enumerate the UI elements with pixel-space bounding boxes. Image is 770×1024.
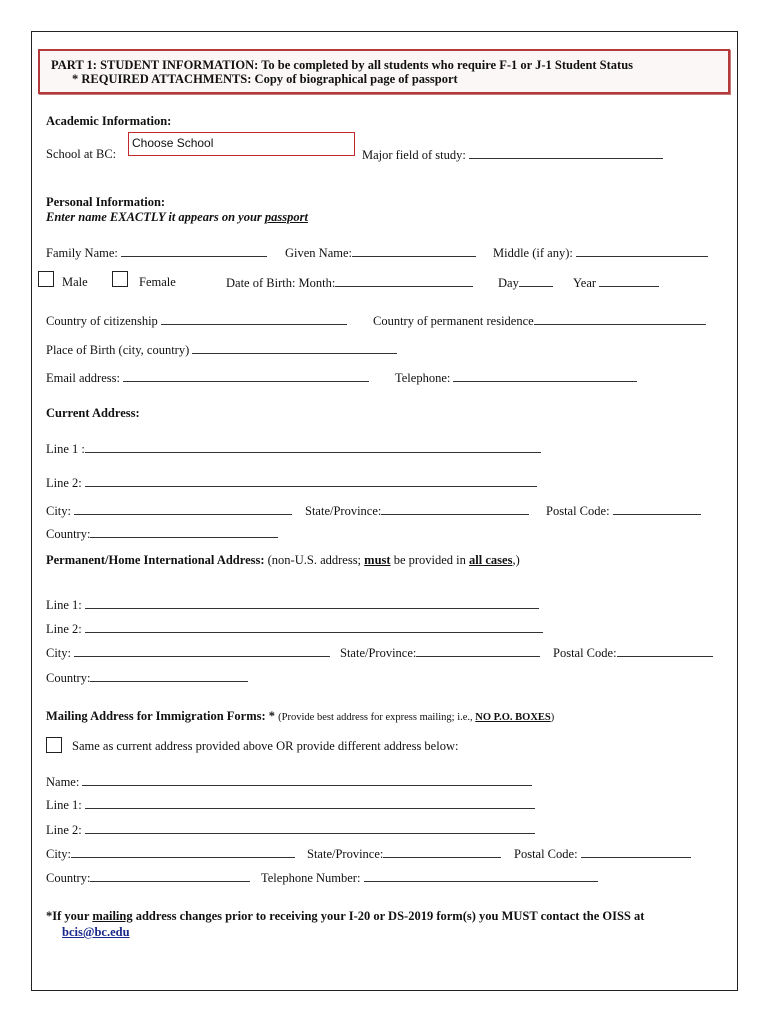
mailing-line2-input[interactable] <box>85 822 535 834</box>
current-line1-label: Line 1 : <box>46 442 85 456</box>
family-name-label: Family Name: <box>46 246 118 260</box>
footer-email-line <box>62 925 130 940</box>
footer-note: *If your mailing address changes prior to receiving your I-20 or DS-2019 form(s) you MUST contact the OISS at <box>46 909 645 923</box>
given-name-input[interactable] <box>352 245 476 257</box>
mailing-country-input[interactable] <box>90 870 250 882</box>
dob-label: Date of Birth: Month: <box>226 276 336 290</box>
current-city-field <box>46 503 292 519</box>
form-page <box>31 31 738 991</box>
current-city-label: City: <box>46 504 72 518</box>
mailing-postal-input[interactable] <box>581 846 691 858</box>
male-checkbox[interactable] <box>38 271 54 287</box>
permanent-country-field <box>46 670 248 686</box>
passport-instruction <box>46 210 308 225</box>
middle-name-field <box>493 245 708 261</box>
major-field <box>362 147 663 163</box>
permanent-postal-field <box>553 645 713 661</box>
permanent-country-label: Country: <box>46 671 91 685</box>
mailing-address-title: Mailing Address for Immigration Forms: * <box>46 709 276 723</box>
mailing-telephone-field <box>261 870 598 886</box>
dob-day-label: Day <box>498 276 519 290</box>
birthplace-label: Place of Birth (city, country) <box>46 343 190 357</box>
dob-year-label: Year <box>573 276 597 290</box>
permanent-line2-field <box>46 621 543 637</box>
mailing-note: (Provide best address for express mailing; i.e., NO P.O. BOXES) <box>278 712 555 723</box>
mailing-city-input[interactable] <box>71 846 295 858</box>
permanent-state-label: State/Province: <box>340 646 417 660</box>
mailing-city-field <box>46 846 295 862</box>
residence-field <box>373 313 706 329</box>
permanent-state-field <box>340 645 540 661</box>
citizenship-label: Country of citizenship <box>46 314 158 328</box>
email-input[interactable] <box>123 370 369 382</box>
current-postal-field <box>546 503 701 519</box>
permanent-note: (non-U.S. address; must be provided in all cases,) <box>267 553 520 567</box>
current-address-title: Current Address: <box>46 406 140 420</box>
current-line2-input[interactable] <box>85 475 537 487</box>
mailing-line1-field <box>46 797 535 813</box>
same-address-checkbox[interactable] <box>46 737 62 753</box>
mailing-line2-label: Line 2: <box>46 823 82 837</box>
current-country-field <box>46 526 278 542</box>
header-attachments: * REQUIRED ATTACHMENTS: Copy of biographical page of passport <box>72 72 458 86</box>
mailing-postal-label: Postal Code: <box>514 847 578 861</box>
birthplace-input[interactable] <box>192 342 397 354</box>
dob-month-input[interactable] <box>335 275 473 287</box>
mailing-line2-field <box>46 822 535 838</box>
current-country-input[interactable] <box>90 526 278 538</box>
mailing-postal-field <box>514 846 691 862</box>
female-checkbox[interactable] <box>112 271 128 287</box>
permanent-address-heading <box>46 553 520 568</box>
citizenship-input[interactable] <box>161 313 347 325</box>
header-title: PART 1: STUDENT INFORMATION: To be completed by all students who require F-1 or J-1 Student Status <box>51 58 634 72</box>
mailing-line1-input[interactable] <box>85 797 535 809</box>
permanent-line2-label: Line 2: <box>46 622 82 636</box>
major-label: Major field of study: <box>362 148 466 162</box>
middle-name-input[interactable] <box>576 245 708 257</box>
permanent-country-input[interactable] <box>90 670 248 682</box>
given-name-field <box>285 245 476 261</box>
academic-section-title: Academic Information: <box>46 114 172 128</box>
school-select[interactable]: Choose School <box>128 132 355 156</box>
mailing-state-field <box>307 846 501 862</box>
mailing-name-label: Name: <box>46 775 80 789</box>
citizenship-field <box>46 313 347 329</box>
mailing-telephone-input[interactable] <box>364 870 598 882</box>
permanent-line1-field <box>46 597 539 613</box>
female-label: Female <box>139 275 176 289</box>
current-state-label: State/Province: <box>305 504 382 518</box>
permanent-line1-label: Line 1: <box>46 598 82 612</box>
mailing-address-heading <box>46 709 554 725</box>
mailing-name-input[interactable] <box>82 774 532 786</box>
residence-input[interactable] <box>534 313 706 325</box>
personal-section-title: Personal Information: <box>46 195 166 209</box>
permanent-city-input[interactable] <box>74 645 330 657</box>
current-line1-input[interactable] <box>85 441 541 453</box>
telephone-input[interactable] <box>453 370 637 382</box>
permanent-line1-input[interactable] <box>85 597 539 609</box>
given-name-label: Given Name: <box>285 246 352 260</box>
permanent-postal-label: Postal Code: <box>553 646 617 660</box>
email-field <box>46 370 369 386</box>
telephone-field <box>395 370 637 386</box>
permanent-postal-input[interactable] <box>617 645 713 657</box>
current-line2-label: Line 2: <box>46 476 82 490</box>
dob-day-input[interactable] <box>519 275 553 287</box>
family-name-field <box>46 245 267 261</box>
permanent-city-label: City: <box>46 646 72 660</box>
current-line2-field <box>46 475 537 491</box>
current-state-input[interactable] <box>381 503 529 515</box>
permanent-address-title: Permanent/Home International Address: <box>46 553 265 567</box>
part1-header-box <box>38 49 730 94</box>
residence-label: Country of permanent residence <box>373 314 534 328</box>
mailing-country-label: Country: <box>46 871 91 885</box>
instruction-passport: passport <box>264 210 308 224</box>
current-postal-label: Postal Code: <box>546 504 610 518</box>
current-state-field <box>305 503 529 519</box>
current-city-input[interactable] <box>74 503 292 515</box>
birthplace-field <box>46 342 397 358</box>
telephone-label: Telephone: <box>395 371 451 385</box>
male-label: Male <box>62 275 88 289</box>
oiss-email-link[interactable]: bcis@bc.edu <box>62 925 130 939</box>
current-postal-input[interactable] <box>613 503 701 515</box>
mailing-state-input[interactable] <box>383 846 501 858</box>
instruction-text: Enter name EXACTLY it appears on your <box>46 210 265 224</box>
dob-month-field <box>226 275 473 291</box>
mailing-line1-label: Line 1: <box>46 798 82 812</box>
mailing-name-field <box>46 774 532 790</box>
current-country-label: Country: <box>46 527 91 541</box>
same-address-label: Same as current address provided above OR provide different address below: <box>72 739 459 753</box>
dob-day-field <box>498 275 553 291</box>
mailing-state-label: State/Province: <box>307 847 384 861</box>
school-label: School at BC: <box>46 147 117 161</box>
family-name-input[interactable] <box>121 245 267 257</box>
dob-year-field <box>573 275 659 291</box>
mailing-country-field <box>46 870 250 886</box>
permanent-state-input[interactable] <box>416 645 540 657</box>
major-input[interactable] <box>469 147 663 159</box>
email-label: Email address: <box>46 371 120 385</box>
current-line1-field <box>46 441 541 457</box>
mailing-telephone-label: Telephone Number: <box>261 871 361 885</box>
middle-name-label: Middle (if any): <box>493 246 573 260</box>
mailing-city-label: City: <box>46 847 72 861</box>
permanent-line2-input[interactable] <box>85 621 543 633</box>
permanent-city-field <box>46 645 330 661</box>
dob-year-input[interactable] <box>599 275 659 287</box>
